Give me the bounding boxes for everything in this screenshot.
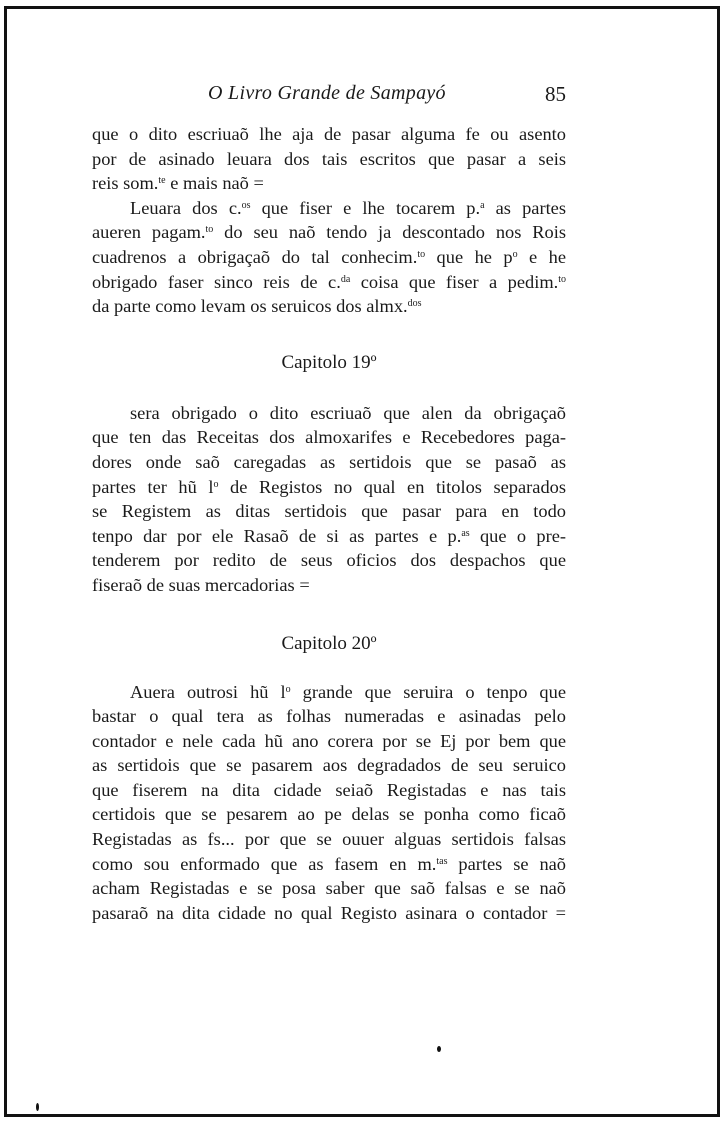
text-line: da parte como levam os seruicos dos almx.$^{dos}$	[92, 296, 422, 317]
text-line: por de asinado leuara dos tais escritos que pasar a seis	[92, 148, 566, 169]
text-line: obrigado faser sinco reis de c.$^{da}$ coisa que fiser a pedim.$^{to}$	[92, 271, 566, 292]
chapter-19-text	[92, 401, 566, 598]
text-line: reis som.$^{te}$ e mais naõ =	[92, 173, 264, 194]
ink-speck	[437, 1046, 441, 1052]
text-line: acham Registadas e se posa saber que saõ falsas e se naõ	[92, 878, 566, 899]
text-line: sera obrigado o dito escriuaõ que alen da obrigaçaõ	[130, 402, 566, 423]
text-line: Leuara dos c.$^{os}$ que fiser e lhe tocarem p.$^a$ as partes	[130, 197, 566, 218]
text-line: aueren pagam.$^{to}$ do seu naõ tendo ja descontado nos Rois	[92, 222, 566, 243]
text-line: as sertidois que se pasarem aos degradados de seu seruico	[92, 755, 566, 776]
text-line: cuadrenos a obrigaçaõ do tal conhecim.$^{to}$ que he $p^o$ e he	[92, 246, 567, 267]
text-line: bastar o qual tera as folhas numeradas e asinadas pelo	[92, 706, 566, 727]
text-line: certidois que se pesarem ao pe delas se ponha como ficaõ	[92, 804, 566, 825]
paragraph-2	[92, 196, 566, 319]
chapter-20-text	[92, 680, 566, 926]
text-line: que ten das Receitas dos almoxarifes e Recebedores paga-	[92, 427, 566, 448]
text-line: Auera outrosi hũ $l^o$ grande que seruira o tenpo que	[130, 681, 566, 702]
document-page	[92, 82, 566, 925]
text-line: fiseraõ de suas mercadorias =	[92, 574, 310, 595]
paragraph-1	[92, 122, 566, 196]
text-line: pasaraõ na dita cidade no qual Registo asinara o contador =	[92, 902, 566, 923]
running-title: O Livro Grande de Sampayó	[208, 82, 446, 104]
text-line: dores onde saõ caregadas as sertidois que se pasaõ as	[92, 451, 566, 472]
text-line: tenpo dar por ele Rasaõ de si as partes e p.$^{as}$ que o pre-	[92, 525, 566, 546]
page-number: 85	[545, 82, 566, 106]
text-line: que o dito escriuaõ lhe aja de pasar alguma fe ou asento	[92, 124, 566, 144]
text-line: tenderem por redito de seus oficios dos despachos que	[92, 550, 566, 571]
text-line: como sou enformado que as fasem en m.$^{tas}$ partes se naõ	[92, 853, 566, 874]
text-line: se Registem as ditas sertidois que pasar para en todo	[92, 501, 566, 522]
chapter-19-heading: Capitolo 19º	[281, 351, 377, 373]
ink-speck	[36, 1103, 39, 1111]
text-line: Registadas as fs... por que se ouuer alguas sertidois falsas	[92, 829, 566, 850]
text-line: partes ter hũ $l^o$ de Registos no qual en titolos separados	[92, 476, 566, 497]
running-header	[92, 82, 566, 122]
chapter-20-heading: Capitolo 20º	[281, 632, 377, 654]
text-line: contador e nele cada hũ ano corera por se Ej por bem que	[92, 730, 566, 751]
text-line: que fiserem na dita cidade seiaõ Registadas e nas tais	[92, 779, 566, 800]
